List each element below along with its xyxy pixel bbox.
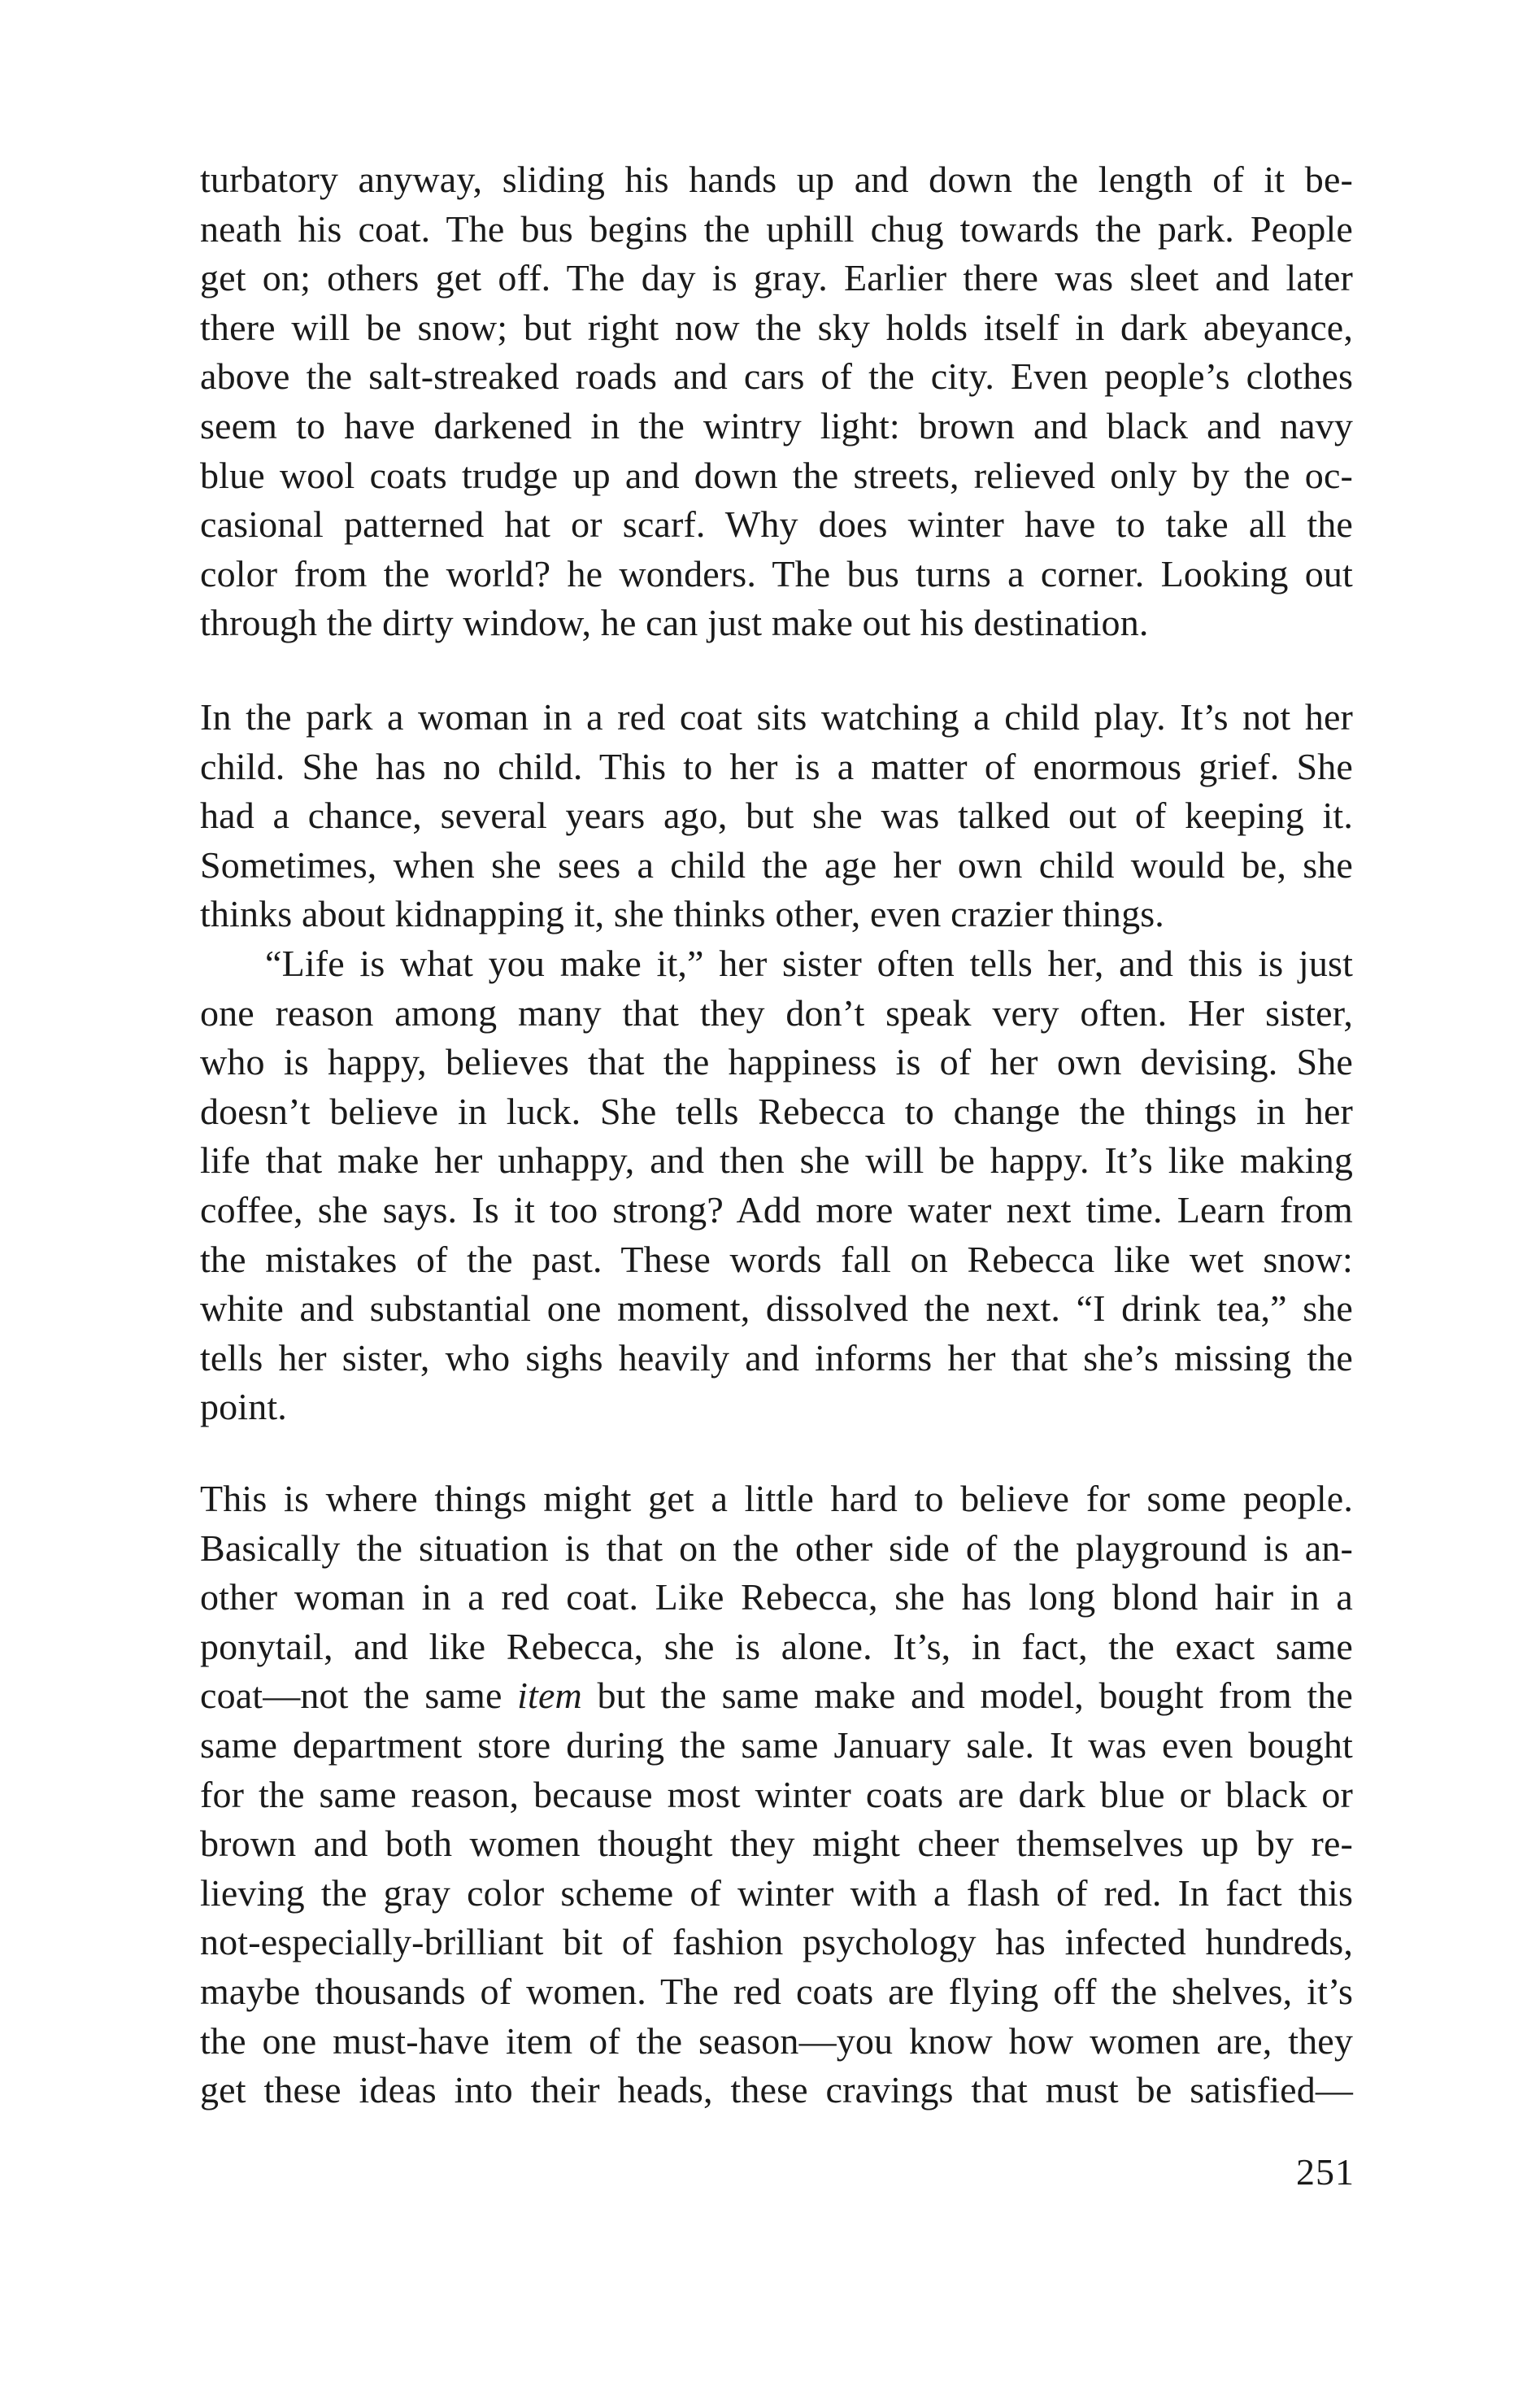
text-line: same department store during the same January sale. It was even bought <box>200 1723 1353 1766</box>
text-line: above the salt-streaked roads and cars of the city. Even people’s clothes <box>200 355 1353 398</box>
text-line: point. <box>200 1386 287 1428</box>
text-run: coat—not the same <box>200 1675 518 1717</box>
text-run: but the same make and model, bought from the <box>581 1675 1353 1717</box>
text-line: blue wool coats trudge up and down the streets, relieved only by the oc- <box>200 454 1353 496</box>
text-line: white and substantial one moment, dissolved the next. “I drink tea,” she <box>200 1287 1353 1330</box>
section-red-coat <box>200 1474 1353 2115</box>
text-line: get on; others get off. The day is gray. Earlier there was sleet and later <box>200 257 1353 299</box>
text-line: Basically the situation is that on the other side of the playground is an- <box>200 1527 1353 1569</box>
text-line: turbatory anyway, sliding his hands up and down the length of it be- <box>200 159 1353 200</box>
text-line: get these ideas into their heads, these cravings that must be satisfied— <box>200 2069 1353 2111</box>
text-line: who is happy, believes that the happiness is of her own devising. She <box>200 1041 1353 1083</box>
text-line: neath his coat. The bus begins the uphill chug towards the park. People <box>200 207 1353 250</box>
text-line: casional patterned hat or scarf. Why does winter have to take all the <box>200 503 1353 546</box>
text-line: color from the world? he wonders. The bus turns a corner. Looking out <box>200 552 1353 595</box>
text-line: the one must-have item of the season—you know how women are, they <box>200 2019 1353 2062</box>
text-line: tells her sister, who sighs heavily and informs her that she’s missing the <box>200 1336 1353 1379</box>
text-line: lieving the gray color scheme of winter with a flash of red. In fact this <box>200 1871 1353 1914</box>
text-line: there will be snow; but right now the sky holds itself in dark abeyance, <box>200 306 1353 348</box>
text-line: child. She has no child. This to her is a matter of enormous grief. She <box>200 745 1353 787</box>
text-line: Sometimes, when she sees a child the age her own child would be, she <box>200 843 1353 886</box>
text-line: had a chance, several years ago, but she was talked out of keeping it. <box>200 795 1353 837</box>
text-line: doesn’t believe in luck. She tells Rebecca to change the things in her <box>200 1090 1353 1132</box>
text-line: ponytail, and like Rebecca, she is alone. It’s, in fact, the exact same <box>200 1625 1353 1667</box>
text-line: other woman in a red coat. Like Rebecca, she has long blond hair in a <box>200 1576 1353 1618</box>
section-rebecca <box>200 693 1353 1432</box>
page-number: 251 <box>1296 2151 1355 2193</box>
text-line: not-especially-brilliant bit of fashion psychology has infected hundreds, <box>200 1921 1353 1963</box>
text-line: for the same reason, because most winter coats are dark blue or black or <box>200 1773 1353 1815</box>
text-line: life that make her unhappy, and then she will be happy. It’s like making <box>200 1139 1353 1182</box>
text-line: the mistakes of the past. These words fall on Rebecca like wet snow: <box>200 1238 1353 1280</box>
text-line-with-italic <box>200 1671 1353 1721</box>
text-line: through the dirty window, he can just make out his destination. <box>200 602 1149 644</box>
paragraph-continuation <box>200 155 1353 648</box>
text-line: brown and both women thought they might cheer themselves up by re- <box>200 1823 1353 1865</box>
text-line: thinks about kidnapping it, she thinks other, even crazier things. <box>200 893 1164 935</box>
text-line: “Life is what you make it,” her sister often tells her, and this is just <box>265 942 1353 984</box>
text-line: In the park a woman in a red coat sits watching a child play. It’s not her <box>200 696 1353 738</box>
text-line: one reason among many that they don’t speak very often. Her sister, <box>200 991 1353 1034</box>
text-line: seem to have darkened in the wintry light: brown and black and navy <box>200 404 1353 446</box>
italic-word: item <box>517 1675 582 1717</box>
text-line: maybe thousands of women. The red coats are flying off the shelves, it’s <box>200 1970 1353 2012</box>
text-line: This is where things might get a little hard to believe for some people. <box>200 1478 1353 1519</box>
text-line: coffee, she says. Is it too strong? Add more water next time. Learn from <box>200 1188 1353 1231</box>
